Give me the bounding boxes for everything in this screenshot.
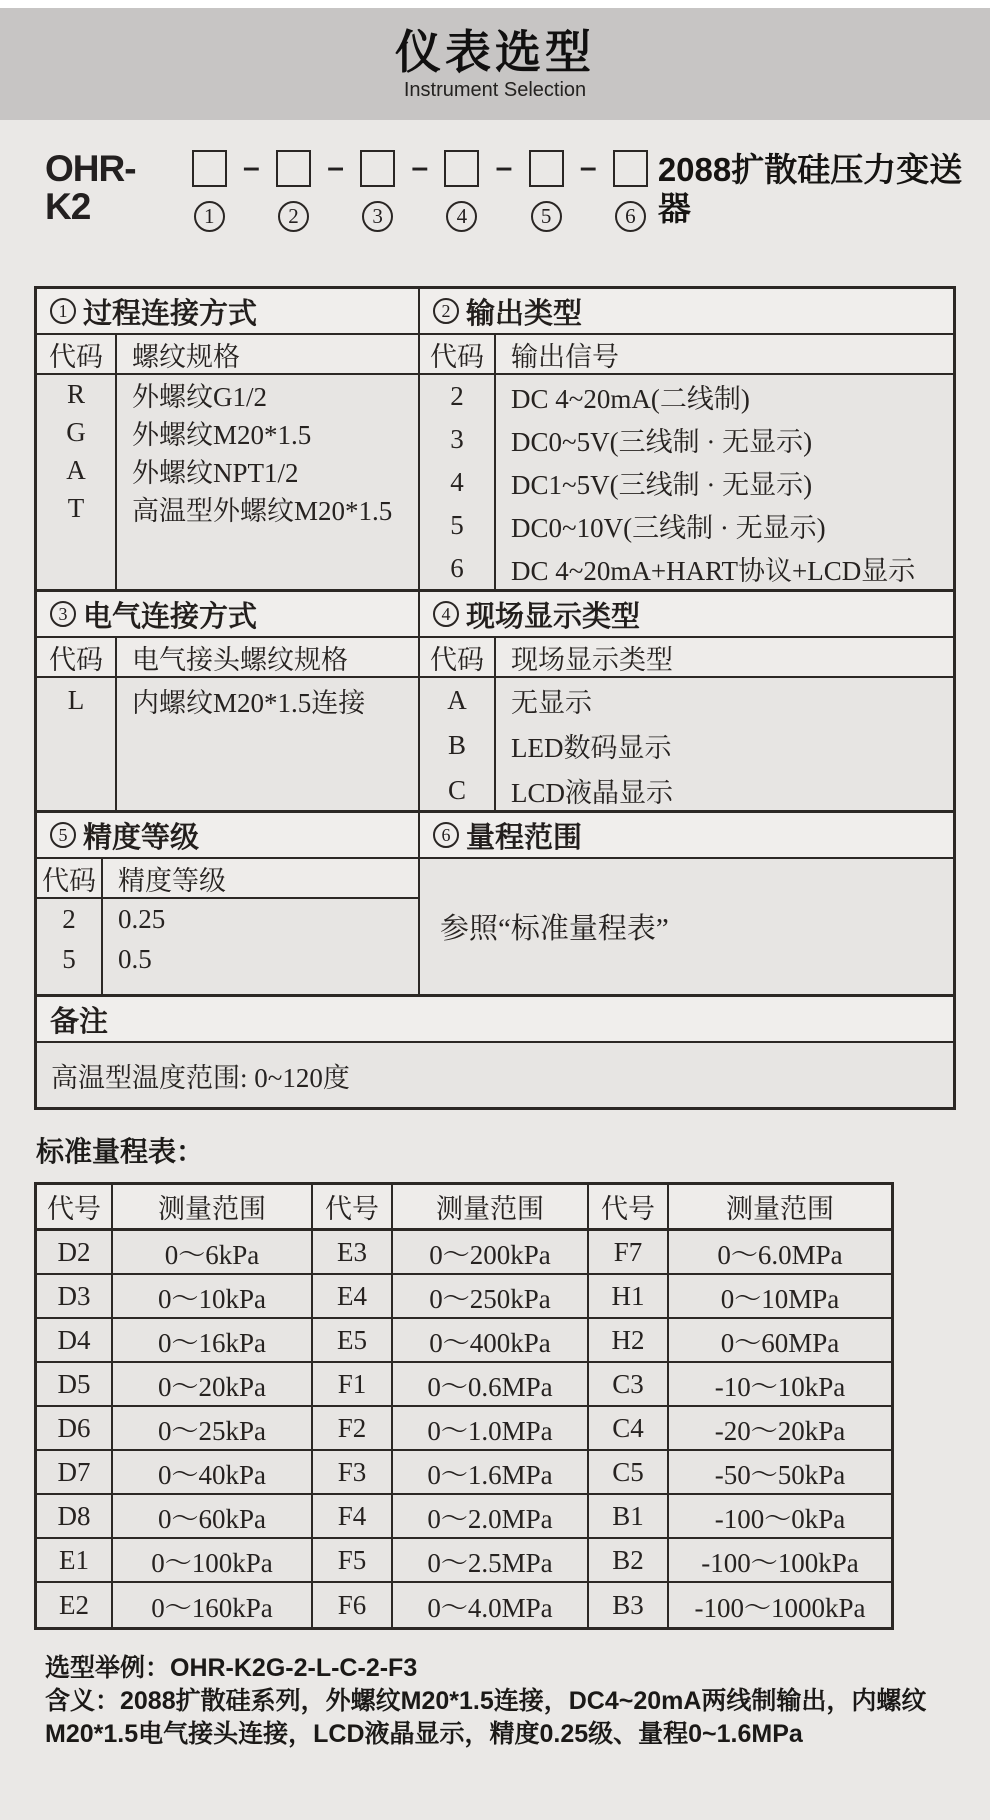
range-value-cell: 0～6kPa [113, 1231, 313, 1275]
range-code-cell: C5 [589, 1451, 669, 1495]
section-6-title-text: 量程范围 [466, 821, 583, 854]
range-col-header: 测量范围 [113, 1185, 313, 1231]
range-value-cell: -100～100kPa [669, 1539, 891, 1583]
column-header: 代码 [37, 638, 115, 678]
range-code-cell: D2 [37, 1231, 113, 1275]
column-header: 代码 [37, 335, 115, 375]
range-code-cell: E4 [313, 1275, 393, 1319]
desc-cell: DC0~10V(三线制 · 无显示) [511, 513, 826, 543]
section-3-title-text: 电气连接方式 [83, 600, 258, 633]
section-5-title [37, 813, 420, 857]
model-box-6 [613, 150, 648, 187]
range-value-cell: 0～60MPa [669, 1319, 891, 1363]
model-code-row [45, 150, 990, 232]
position-number-6: 6 [615, 201, 646, 232]
circled-4-icon: 4 [433, 601, 459, 627]
model-slot-5 [529, 150, 564, 232]
range-code-cell: B3 [589, 1583, 669, 1627]
section-1-desc-column [117, 335, 418, 590]
code-cell: A [447, 685, 467, 715]
code-cell: R [66, 378, 85, 409]
section-3-table [37, 638, 420, 813]
dash-separator: – [411, 151, 429, 184]
range-value-cell: 0～100kPa [113, 1539, 313, 1583]
circled-1-icon: 1 [50, 298, 76, 324]
range-value-cell: 0～160kPa [113, 1583, 313, 1627]
column-header: 电气接头螺纹规格 [117, 638, 418, 678]
model-box-2 [276, 150, 311, 187]
position-number-1: 1 [194, 201, 225, 232]
model-code-diagram [0, 120, 990, 232]
dash-separator: – [495, 151, 513, 184]
range-code-cell: D5 [37, 1363, 113, 1407]
section-2-title-text: 输出类型 [466, 297, 583, 330]
standard-range-table [34, 1182, 894, 1630]
position-number-2: 2 [278, 201, 309, 232]
model-slot-6 [613, 150, 648, 232]
section-4-title [420, 592, 953, 636]
page-title: 仪表选型 [395, 26, 595, 78]
section-3-code-column [37, 638, 117, 813]
range-code-cell: B2 [589, 1539, 669, 1583]
range-value-cell: 0～60kPa [113, 1495, 313, 1539]
model-box-3 [360, 150, 395, 187]
code-cell: G [66, 416, 86, 447]
section-5-title-text: 精度等级 [83, 821, 200, 854]
range-code-cell: E1 [37, 1539, 113, 1583]
section-titles-3-4 [37, 592, 953, 638]
range-value-cell: 0～400kPa [393, 1319, 589, 1363]
column-header: 代码 [420, 335, 494, 375]
desc-cell: 高温型外螺纹M20*1.5 [132, 495, 393, 526]
page-header-banner [0, 8, 990, 120]
section-6-note [420, 859, 953, 994]
range-value-cell: 0～6.0MPa [669, 1231, 891, 1275]
model-box-1 [192, 150, 227, 187]
dash-separator: – [327, 151, 344, 184]
column-header: 代码 [420, 638, 494, 678]
desc-cell: LED数码显示 [511, 733, 672, 763]
circled-5-icon: 5 [50, 822, 76, 848]
section-2-title [420, 289, 953, 333]
range-value-cell: -10～10kPa [669, 1363, 891, 1407]
code-cell: 5 [450, 510, 464, 540]
range-code-cell: C3 [589, 1363, 669, 1407]
range-col-header: 代号 [313, 1185, 393, 1231]
range-value-cell: 0～25kPa [113, 1407, 313, 1451]
column-header: 现场显示类型 [496, 638, 953, 678]
range-value-cell: 0～16kPa [113, 1319, 313, 1363]
desc-cell: LCD液晶显示 [511, 778, 673, 808]
range-value-cell: 0～200kPa [393, 1231, 589, 1275]
range-value-cell: 0～20kPa [113, 1363, 313, 1407]
range-col-header: 代号 [589, 1185, 669, 1231]
code-cell: L [67, 685, 85, 715]
desc-cell: 无显示 [511, 688, 592, 718]
range-value-cell: 0～1.0MPa [393, 1407, 589, 1451]
range-code-cell: F5 [313, 1539, 393, 1583]
desc-cell: 0.25 [118, 903, 166, 934]
section-2-code-column [420, 335, 496, 590]
code-cell: 6 [450, 553, 464, 583]
range-code-cell: E3 [313, 1231, 393, 1275]
range-code-cell: F2 [313, 1407, 393, 1451]
range-code-cell: H2 [589, 1319, 669, 1363]
section-1-table [37, 335, 420, 590]
model-suffix: 2088扩散硅压力变送器 [657, 151, 963, 227]
code-cell: 5 [62, 943, 76, 974]
model-box-5 [529, 150, 564, 187]
position-number-4: 4 [446, 201, 477, 232]
range-code-cell: D4 [37, 1319, 113, 1363]
range-value-cell: 0～2.5MPa [393, 1539, 589, 1583]
code-cell: T [67, 492, 85, 523]
code-cell: 2 [62, 903, 76, 934]
range-col-header: 代号 [37, 1185, 113, 1231]
range-code-cell: C4 [589, 1407, 669, 1451]
range-code-cell: D3 [37, 1275, 113, 1319]
desc-cell: DC 4~20mA+HART协议+LCD显示 [511, 556, 916, 586]
range-code-cell: F1 [313, 1363, 393, 1407]
desc-cell: 0.5 [118, 943, 152, 974]
range-value-cell: -50～50kPa [669, 1451, 891, 1495]
code-cell: 4 [450, 467, 464, 497]
range-col-header: 测量范围 [393, 1185, 589, 1231]
dash-separator: – [243, 151, 260, 184]
example-line: 选型举例：OHR-K2G-2-L-C-2-F3 [45, 1654, 418, 1682]
range-value-cell: 0～250kPa [393, 1275, 589, 1319]
section-6-title [420, 813, 953, 857]
section-1-2-content [37, 335, 953, 592]
desc-cell: 外螺纹G1/2 [132, 381, 267, 412]
section-titles-5-6 [37, 813, 953, 859]
model-slot-2 [276, 150, 311, 232]
range-code-cell: B1 [589, 1495, 669, 1539]
range-value-cell: -100～0kPa [669, 1495, 891, 1539]
section-5-desc-column [103, 859, 418, 994]
column-header: 代码 [37, 859, 101, 899]
dash-separator: – [579, 151, 597, 184]
top-margin-strip [0, 0, 990, 8]
section-5-table [37, 859, 420, 994]
desc-cell: 内螺纹M20*1.5连接 [132, 688, 366, 718]
model-box-4 [444, 150, 479, 187]
range-code-cell: F7 [589, 1231, 669, 1275]
range-reference-note: 参照“标准量程表” [440, 913, 669, 945]
range-code-cell: H1 [589, 1275, 669, 1319]
range-value-cell: -20～20kPa [669, 1407, 891, 1451]
range-value-cell: 0～2.0MPa [393, 1495, 589, 1539]
range-code-cell: D7 [37, 1451, 113, 1495]
model-slot-4 [444, 150, 479, 232]
range-value-cell: 0～1.6MPa [393, 1451, 589, 1495]
column-header: 输出信号 [496, 335, 953, 375]
page-subtitle: Instrument Selection [403, 79, 587, 101]
section-titles-1-2 [37, 289, 953, 335]
desc-cell: DC1~5V(三线制 · 无显示) [511, 470, 813, 500]
section-1-title [37, 289, 420, 333]
column-header: 螺纹规格 [117, 335, 418, 375]
desc-cell: DC 4~20mA(二线制) [511, 384, 750, 414]
position-number-3: 3 [362, 201, 393, 232]
code-cell: C [447, 775, 466, 805]
code-cell: 3 [450, 424, 464, 454]
range-code-cell: D8 [37, 1495, 113, 1539]
section-4-table [420, 638, 953, 813]
range-col-header: 测量范围 [669, 1185, 891, 1231]
range-value-cell: 0～40kPa [113, 1451, 313, 1495]
selection-table [34, 286, 956, 1110]
range-value-cell: 0～4.0MPa [393, 1583, 589, 1627]
position-number-5: 5 [531, 201, 562, 232]
code-cell: 2 [450, 381, 464, 411]
remark-title-row [37, 997, 953, 1043]
section-4-title-text: 现场显示类型 [466, 600, 641, 633]
model-prefix: OHR-K2 [45, 148, 136, 227]
section-4-desc-column [496, 638, 953, 813]
range-value-cell: -100～1000kPa [694, 1592, 866, 1623]
desc-cell: 外螺纹NPT1/2 [132, 457, 299, 488]
section-3-title [37, 592, 420, 636]
section-1-title-text: 过程连接方式 [83, 297, 258, 330]
section-1-code-column [37, 335, 117, 590]
range-code-cell: F3 [313, 1451, 393, 1495]
model-slot-3 [360, 150, 395, 232]
remark-title: 备注 [50, 1005, 109, 1038]
remark-text: 高温型温度范围: 0~120度 [51, 1062, 350, 1093]
range-code-cell: F4 [313, 1495, 393, 1539]
meaning-line: 含义：2088扩散硅系列，外螺纹M20*1.5连接，DC4~20mA两线制输出，内螺纹M20*1.5电气接头连接，LCD液晶显示，精度0.25级、量程0~1.6MPa [45, 1687, 927, 1748]
section-2-desc-column [496, 335, 953, 590]
range-code-cell: E5 [313, 1319, 393, 1363]
range-value-cell: 0～0.6MPa [393, 1363, 589, 1407]
circled-2-icon: 2 [433, 298, 459, 324]
code-cell: B [447, 730, 466, 760]
column-header: 精度等级 [103, 859, 418, 899]
section-2-table [420, 335, 953, 590]
circled-3-icon: 3 [50, 601, 76, 627]
section-4-code-column [420, 638, 496, 813]
section-3-4-content [37, 638, 953, 813]
range-code-cell: F6 [313, 1583, 393, 1627]
range-table-heading: 标准量程表： [36, 1136, 205, 1167]
desc-cell: 外螺纹M20*1.5 [132, 419, 312, 450]
desc-cell: DC0~5V(三线制 · 无显示) [511, 427, 813, 457]
range-value-cell: 0～10kPa [113, 1275, 313, 1319]
section-5-code-column [37, 859, 103, 994]
section-3-desc-column [117, 638, 418, 813]
range-value-cell: 0～10MPa [669, 1275, 891, 1319]
range-code-cell: E2 [37, 1583, 113, 1627]
section-5-6-content [37, 859, 953, 997]
range-code-cell: D6 [37, 1407, 113, 1451]
circled-6-icon: 6 [433, 822, 459, 848]
selection-example [45, 1652, 950, 1751]
model-slot-1 [192, 150, 227, 232]
code-cell: A [66, 454, 86, 485]
